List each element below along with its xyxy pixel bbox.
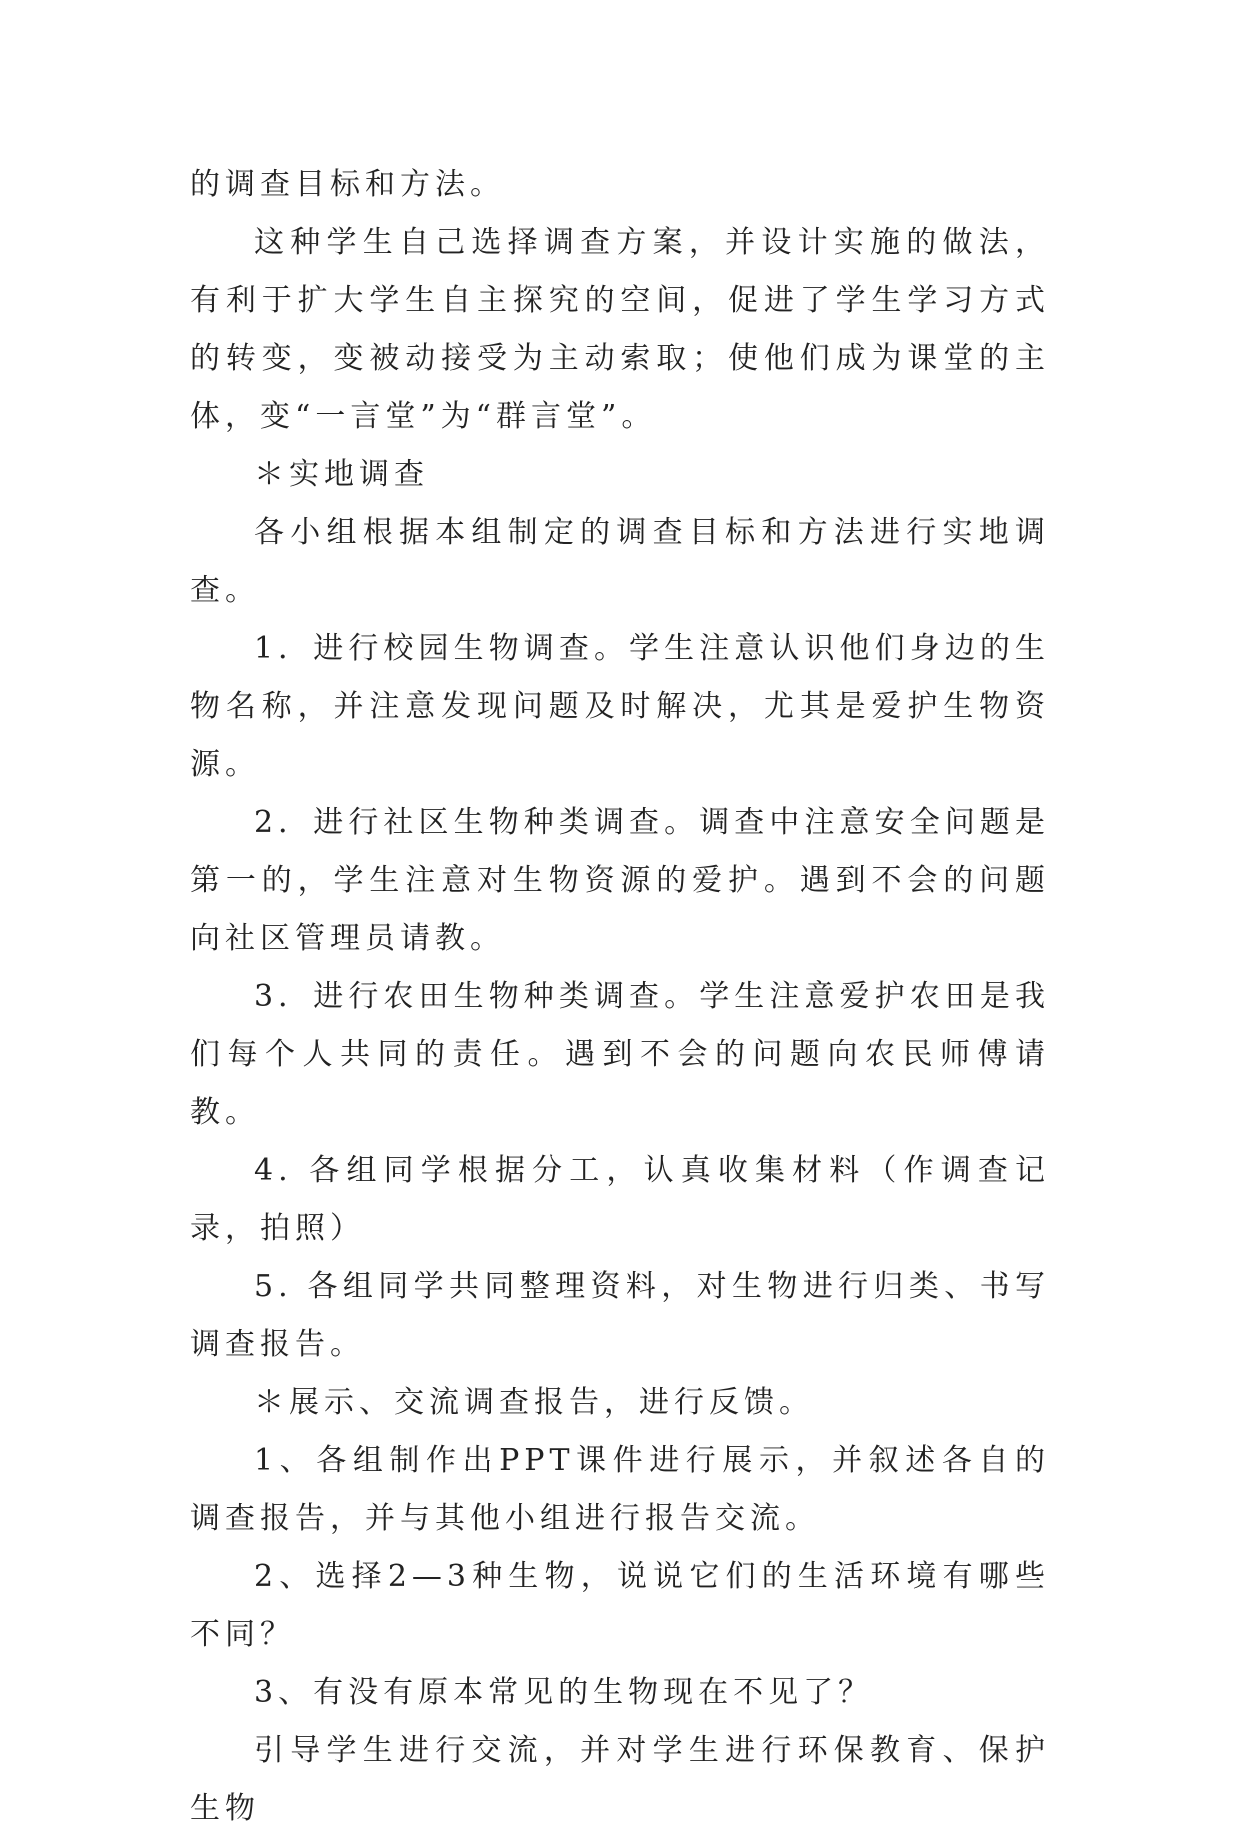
list-item-1: 1．进行校园生物调查。学生注意认识他们身边的生物名称，并注意发现问题及时解决，尤其是爱护生物资源。 [190, 631, 1050, 782]
paragraph-1: 的调查目标和方法。 [190, 167, 505, 202]
list-item-2: 2．进行社区生物种类调查。调查中注意安全问题是第一的，学生注意对生物资源的爱护。遇到不会的问题向社区管理员请教。 [190, 805, 1050, 956]
section-heading-report: ＊展示、交流调查报告，进行反馈。 [254, 1385, 814, 1420]
report-item-3: 3、有没有原本常见的生物现在不见了？ [254, 1675, 874, 1710]
list-item-3: 3．进行农田生物种类调查。学生注意爱护农田是我们每个人共同的责任。遇到不会的问题向农民师傅请教。 [190, 979, 1050, 1130]
section-heading-field-survey: ＊实地调查 [254, 457, 429, 492]
report-item-1: 1、各组制作出PPT课件进行展示，并叙述各自的调查报告，并与其他小组进行报告交流。 [190, 1443, 1050, 1536]
paragraph-2: 这种学生自己选择调查方案，并设计实施的做法，有利于扩大学生自主探究的空间，促进了学生学习方式的转变，变被动接受为主动索取；使他们成为课堂的主体，变“一言堂”为“群言堂”。 [190, 225, 1050, 434]
paragraph-final: 引导学生进行交流，并对学生进行环保教育、保护生物 [190, 1733, 1050, 1826]
report-item-2: 2、选择2—3种生物，说说它们的生活环境有哪些不同？ [190, 1559, 1050, 1652]
paragraph-3: 各小组根据本组制定的调查目标和方法进行实地调查。 [190, 515, 1050, 608]
document-body [190, 156, 1050, 1838]
list-item-4: 4. 各组同学根据分工，认真收集材料（作调查记录，拍照） [190, 1153, 1050, 1246]
list-item-5: 5. 各组同学共同整理资料，对生物进行归类、书写调查报告。 [190, 1269, 1050, 1362]
